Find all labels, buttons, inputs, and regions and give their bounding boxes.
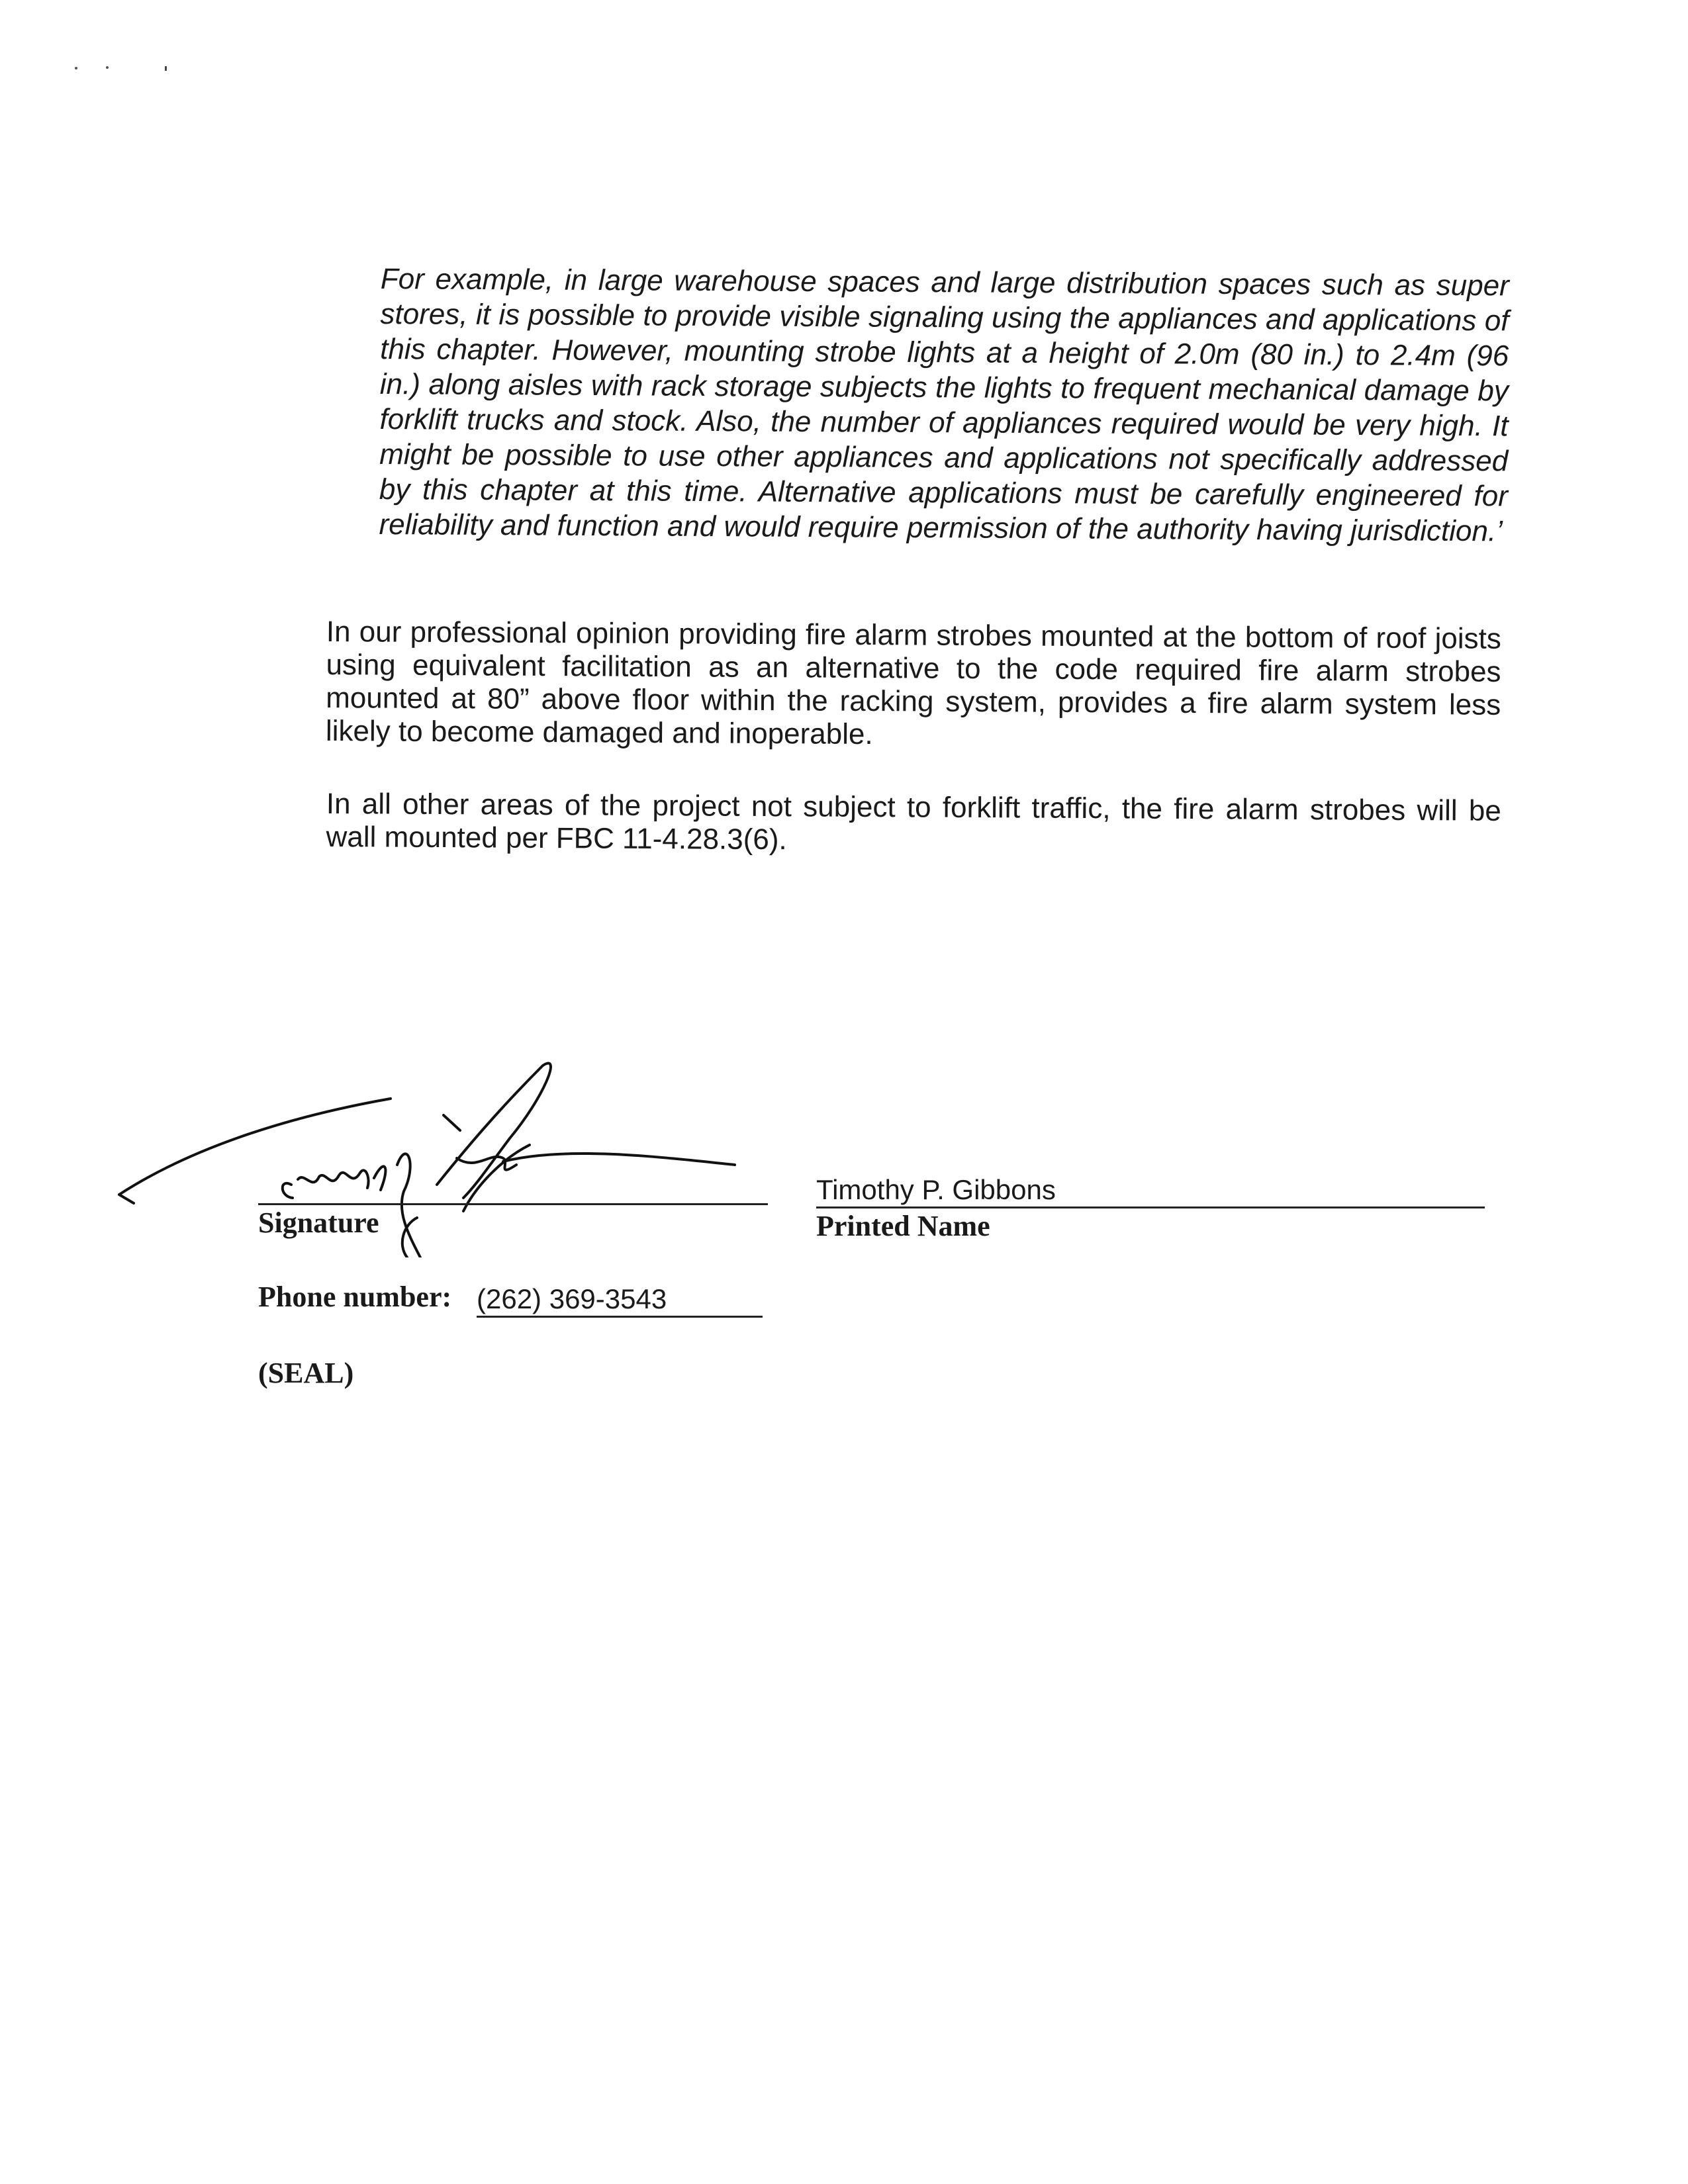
wall-mount-paragraph: In all other areas of the project not subject to forklift traffic, the fire alarm strobes will be wall mounted per FBC 11-4.28.3(6). xyxy=(326,788,1501,856)
phone-number-label: Phone number: xyxy=(258,1281,452,1313)
handwritten-signature-icon xyxy=(106,1059,834,1257)
printed-name-label: Printed Name xyxy=(816,1210,990,1242)
quoted-code-text: For example, in large warehouse spaces and large distribution spaces such as super stores, it is possible to provide visible signaling using the appliances and applications of this chapter. However, mounting strobe lights at a height of 2.0m (80 in.) to 2.4m (96 in.) along aisles with rack storage subjects the lights to frequent mechanical damage by forklift trucks and stock. Also, the number of appliances required would be very high. It might be possible to use other appliances and applications not specifically addressed by this chapter at this time. Alternative applications must be carefully engineered for reliability and function and would require permission of the authority having jurisdiction.’ xyxy=(379,262,1509,548)
opinion-paragraph: In our professional opinion providing fire alarm strobes mounted at the bottom of roof joists using equivalent facilitation as an alternative to the code required fire alarm strobes mounted at 80” above floor within the racking system, provides a fire alarm system less likely to become damaged and inoperable. xyxy=(325,615,1501,751)
signature-label: Signature xyxy=(258,1206,379,1239)
printed-name-value: Timothy P. Gibbons xyxy=(816,1173,1485,1208)
seal-label: (SEAL) xyxy=(258,1357,354,1389)
signature-line xyxy=(258,1203,768,1205)
phone-number-value: (262) 369-3543 xyxy=(477,1283,763,1318)
